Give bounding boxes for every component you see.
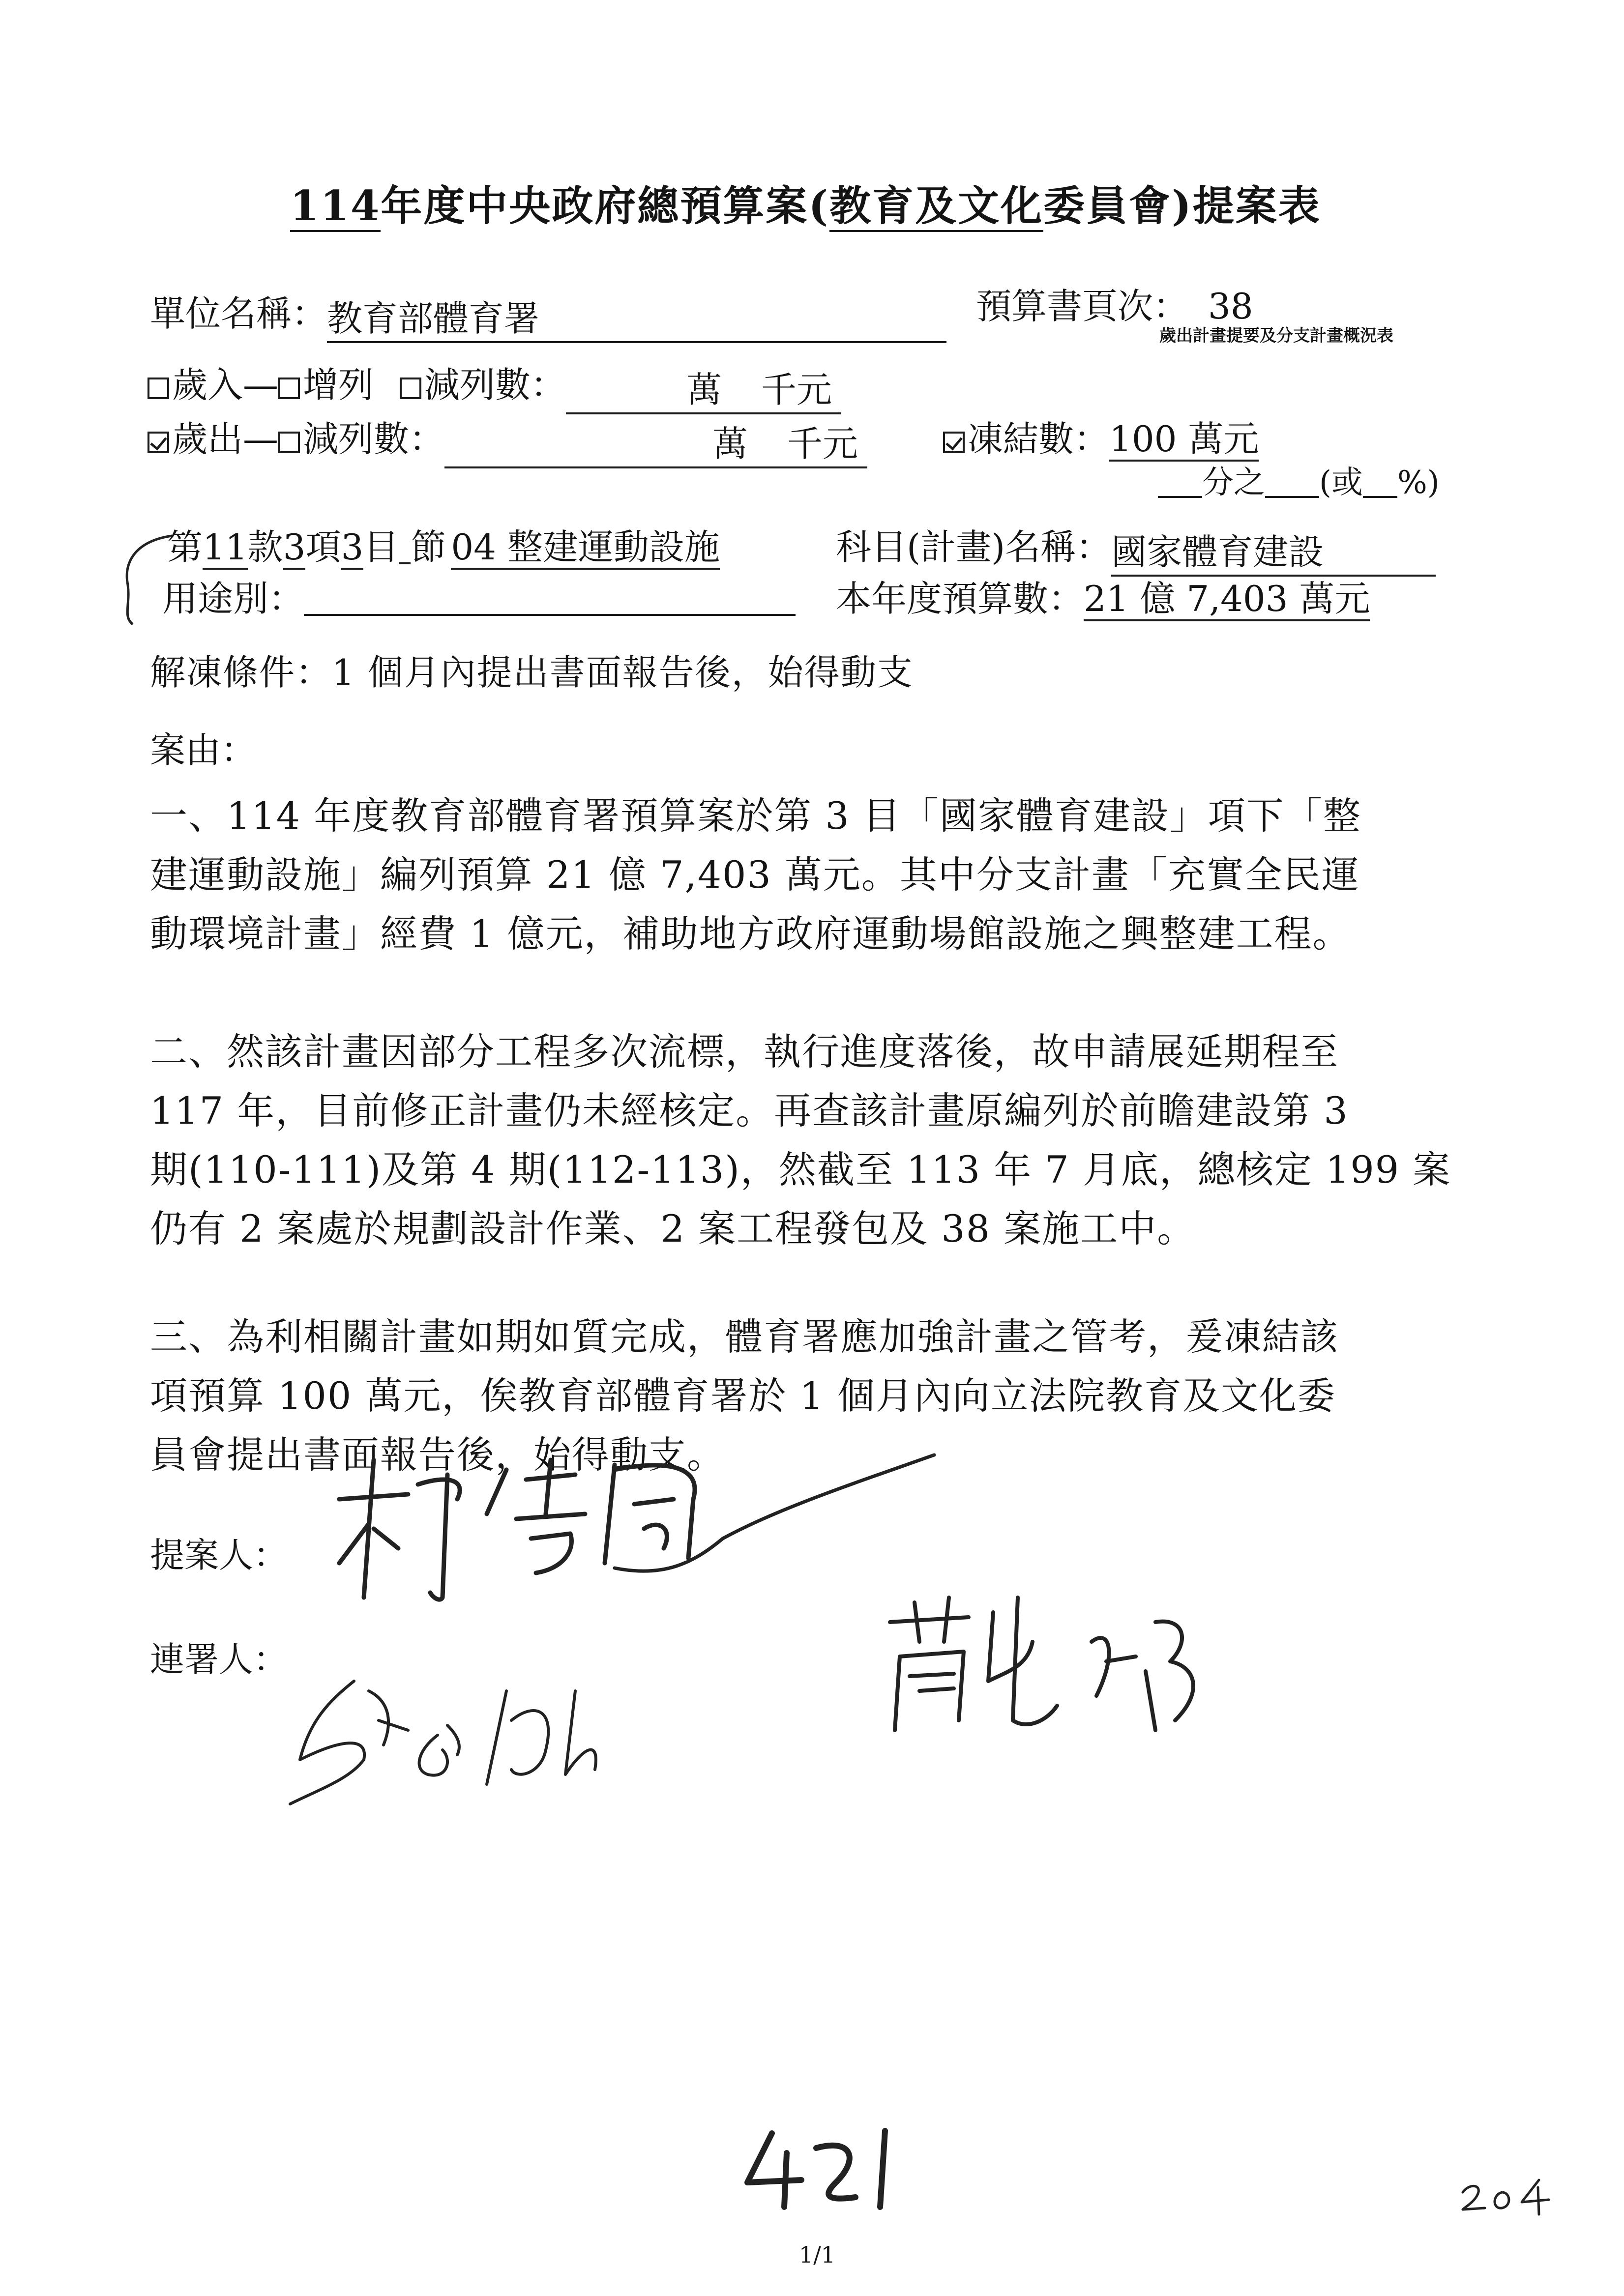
or-open: (或: [1319, 465, 1363, 501]
unit-value: 教育部體育署: [327, 298, 540, 339]
title-year: 114: [290, 181, 381, 232]
jie-value: 04 整建運動設施: [451, 526, 720, 570]
paragraph-2: 二、然該計畫因部分工程多次流標，執行進度落後，故申請展延期程至 117 年，目前修正計畫仍未經核定。再查該計畫原編列於前瞻建設第 3 期(110-111)及第 4 期(112-113)，然截至 113 年 7 月底，總核定 199 案 仍有 2 案處於規劃設計作業、2 案工程發包及 38 案施工中。: [150, 1030, 1451, 1250]
kuan-number: 11: [203, 526, 248, 570]
percent-close: %): [1397, 465, 1440, 501]
freeze-row: [943, 410, 1259, 462]
xiang-number: 3: [283, 526, 306, 570]
unit-row: [150, 285, 946, 343]
xiang-label: 項: [305, 526, 341, 568]
title-committee: 教育及文化: [829, 181, 1043, 232]
budget-value: 21 億 7,403 萬元: [1084, 578, 1370, 621]
expense-decrease-label: 減列數：: [303, 418, 445, 460]
freeze-value: 100 萬元: [1109, 418, 1259, 462]
budget-page-label: 預算書頁次：: [976, 286, 1189, 327]
cosigner-signature-1: [280, 1661, 674, 1819]
page-number: 1/1: [799, 2241, 836, 2268]
decrease-checkbox[interactable]: [400, 378, 421, 399]
usage-row: [162, 570, 796, 621]
revenue-checkbox[interactable]: [148, 378, 169, 399]
usage-label: 用途別：: [162, 578, 304, 619]
budget-page-note: 歲出計畫提要及分支計畫概況表: [1159, 326, 1393, 346]
subject-row: [836, 519, 1436, 577]
cosigner-signature-2: [880, 1583, 1273, 1760]
paragraph-3: 三、為利相關計畫如期如質完成，體育署應加強計畫之管考，爰凍結該 項預算 100 萬元，俟教育部體育署於 1 個月內向立法院教育及文化委 員會提出書面報告後，始得動支。: [150, 1315, 1339, 1477]
revenue-label: 歲入—: [172, 364, 279, 406]
title-part2: 委員會)提案表: [1043, 181, 1321, 230]
item-row: [167, 519, 720, 570]
expense-checkbox[interactable]: [148, 432, 169, 453]
expense-row: [148, 410, 867, 468]
handwritten-page-number: [1455, 2173, 1564, 2217]
budget-label: 本年度預算數：: [836, 578, 1084, 619]
fraction-row: [1158, 457, 1440, 502]
freeze-checkbox[interactable]: [943, 432, 965, 453]
budget-page-row: [976, 278, 1253, 329]
revenue-decrease-label: 減列數：: [424, 364, 566, 406]
unit-value-line: [327, 290, 946, 343]
reason-label: 案由：: [150, 729, 257, 771]
expense-wan: 萬: [712, 423, 748, 465]
unit-label: 單位名稱：: [150, 293, 327, 334]
mu-label: 目: [363, 526, 399, 568]
paragraph-1: 一、114 年度教育部體育署預算案於第 3 目「國家體育建設」項下「整 建運動設施」編列預算 21 億 7,403 萬元。其中分支計畫「充實全民運 動環境計畫」經費 1 億元，補助地方政府運動場館設施之興整建工程。: [150, 794, 1361, 956]
subject-line: [1111, 523, 1436, 577]
handwritten-number: [738, 2123, 924, 2217]
title-part1: 年度中央政府總預算案(: [381, 181, 830, 230]
budget-row: [836, 570, 1370, 621]
revenue-amount-line: [566, 361, 841, 414]
fen-zhi: 分之: [1202, 465, 1265, 501]
revenue-thousand: 千元: [761, 369, 832, 410]
proposer-signature: [320, 1401, 959, 1622]
kuan-label: 款: [247, 526, 283, 568]
revenue-wan: 萬: [686, 369, 722, 410]
jie-label: 節: [411, 526, 446, 568]
expense-decrease-checkbox[interactable]: [278, 432, 300, 453]
revenue-row: [148, 356, 841, 414]
item-di: 第: [167, 526, 203, 568]
unfreeze-condition: 解凍條件：1 個月內提出書面報告後，始得動支: [150, 652, 914, 693]
increase-checkbox[interactable]: [278, 378, 300, 399]
jie-blank: [399, 562, 411, 564]
fraction-blank-3: [1363, 496, 1397, 498]
subject-label: 科目(計畫)名稱：: [836, 526, 1112, 568]
subject-value: 國家體育建設: [1111, 531, 1324, 573]
mu-number: 3: [341, 526, 363, 570]
cosigner-label: 連署人：: [150, 1639, 288, 1680]
increase-label: 增列: [303, 364, 374, 406]
fraction-blank-1: [1158, 496, 1202, 498]
budget-page-value: 38: [1208, 286, 1253, 327]
usage-line: [304, 614, 796, 616]
expense-amount-line: [444, 415, 867, 468]
fraction-blank-2: [1265, 496, 1319, 498]
expense-thousand: 千元: [787, 423, 858, 465]
expense-label: 歲出—: [172, 418, 279, 460]
proposer-label: 提案人：: [150, 1535, 288, 1575]
form-title: [290, 173, 1321, 233]
freeze-label: 凍結數：: [968, 418, 1110, 460]
